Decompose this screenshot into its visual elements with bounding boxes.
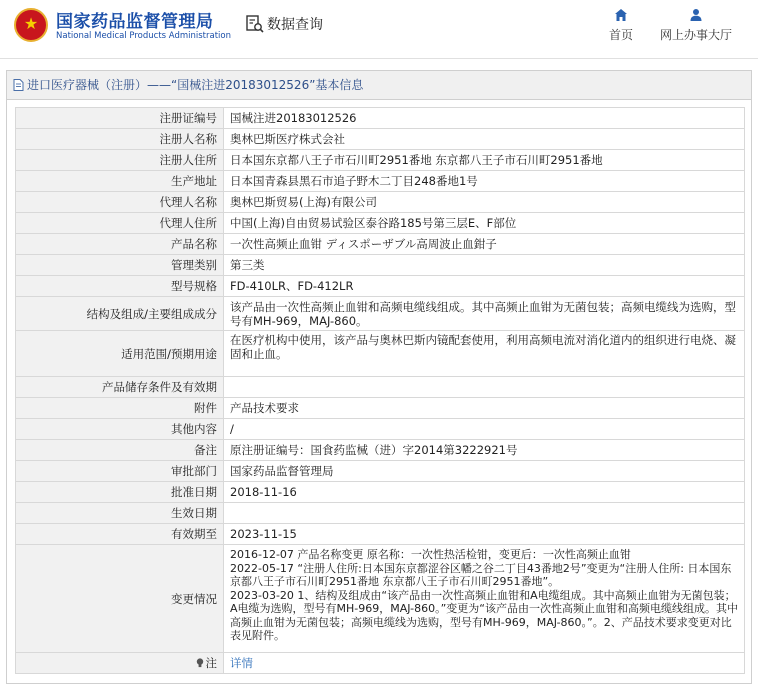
row-value: 第三类 (224, 255, 745, 276)
document-icon (13, 79, 24, 91)
row-value: 奥林巴斯医疗株式会社 (224, 129, 745, 150)
table-row (16, 482, 745, 503)
site-logo-title[interactable]: 国家药品监督管理局 (56, 12, 214, 32)
row-label: 管理类别 (16, 255, 224, 276)
table-row (16, 255, 745, 276)
row-label: 有效期至 (16, 524, 224, 545)
table-row (16, 108, 745, 129)
note-label: 注 (205, 656, 217, 670)
row-value: 国械注进20183012526 (224, 108, 745, 129)
table-row (16, 150, 745, 171)
row-label: 产品名称 (16, 234, 224, 255)
row-value: 产品技术要求 (224, 398, 745, 419)
table-row (16, 276, 745, 297)
note-label-cell (16, 653, 224, 674)
note-value (224, 653, 745, 674)
panel-title-text: 进口医疗器械（注册）——“国械注进20183012526”基本信息 (27, 78, 364, 92)
table-row (16, 331, 745, 377)
row-label: 生效日期 (16, 503, 224, 524)
change-entry: 2016-12-07 产品名称变更 原名称：一次性热活检钳，变更后：一次性高频止血钳 (230, 548, 631, 561)
row-label: 生产地址 (16, 171, 224, 192)
row-label: 型号规格 (16, 276, 224, 297)
table-row (16, 129, 745, 150)
table-row (16, 419, 745, 440)
row-value: 一次性高频止血钳 ディスポーザブル高周波止血鉗子 (224, 234, 745, 255)
data-query-label: 数据查询 (267, 17, 323, 33)
detail-table (15, 107, 745, 674)
row-label: 注册证编号 (16, 108, 224, 129)
row-label: 其他内容 (16, 419, 224, 440)
data-query-link[interactable] (246, 14, 323, 34)
nav-home[interactable] (606, 8, 636, 43)
table-row (16, 461, 745, 482)
change-entry: 2022-05-17 “注册人住所:日本国东京都涩谷区幡之谷二丁目43番地2号”变更为“注册人住所: 日本国东京都八王子市石川町2951番地 东京都八王子市石川町2951番地”。 (230, 561, 732, 588)
row-label: 审批部门 (16, 461, 224, 482)
row-value: 2023-11-15 (224, 524, 745, 545)
row-label: 结构及组成/主要组成成分 (16, 297, 224, 331)
row-value: 原注册证编号：国食药监械（进）字2014第3222921号 (224, 440, 745, 461)
table-row (16, 192, 745, 213)
change-value (224, 545, 745, 653)
table-row (16, 377, 745, 398)
row-label: 适用范围/预期用途 (16, 331, 224, 377)
row-value: 奥林巴斯贸易(上海)有限公司 (224, 192, 745, 213)
lightbulb-icon (196, 658, 204, 668)
table-row (16, 213, 745, 234)
table-row (16, 545, 745, 653)
panel-title (7, 71, 751, 100)
row-value: / (224, 419, 745, 440)
table-row (16, 503, 745, 524)
row-label: 批准日期 (16, 482, 224, 503)
header-divider (0, 58, 758, 59)
row-value (224, 503, 745, 524)
row-label: 备注 (16, 440, 224, 461)
change-entry: 2023-03-20 1、结构及组成由“该产品由一次性高频止血钳和A电缆组成。其中高频止血钳为无菌包装；A电缆为选购，型号有MH-969，MAJ-860。”变更为“该产品由一次性高频止血钳和高频电缆线组成。其中高频止血钳为无菌包装；高频电缆线为选购，型号有MH-969，MAJ-860。”。2、产品技术要求变更对比表见附件。 (230, 588, 738, 642)
row-label: 注册人住所 (16, 150, 224, 171)
table-row (16, 440, 745, 461)
site-header (0, 0, 758, 58)
change-label: 变更情况 (16, 545, 224, 653)
row-value: 该产品由一次性高频止血钳和高频电缆线组成。其中高频止血钳为无菌包装；高频电缆线为选购，型号有MH-969，MAJ-860。 (224, 297, 745, 331)
row-label: 代理人住所 (16, 213, 224, 234)
table-row (16, 171, 745, 192)
row-value: 日本国青森县黑石市追子野木二丁目248番地1号 (224, 171, 745, 192)
row-value: 国家药品监督管理局 (224, 461, 745, 482)
row-value: 中国(上海)自由贸易试验区泰谷路185号第三层E、F部位 (224, 213, 745, 234)
nav-home-label: 首页 (608, 28, 633, 42)
table-row (16, 398, 745, 419)
row-value: FD-410LR、FD-412LR (224, 276, 745, 297)
table-row (16, 234, 745, 255)
table-row (16, 653, 745, 674)
row-value: 日本国东京都八王子市石川町2951番地 东京都八王子市石川町2951番地 (224, 150, 745, 171)
row-label: 代理人名称 (16, 192, 224, 213)
row-label: 产品储存条件及有效期 (16, 377, 224, 398)
home-icon (614, 8, 628, 22)
row-label: 注册人名称 (16, 129, 224, 150)
nav-office-label: 网上办事大厅 (659, 28, 732, 42)
row-value: 2018-11-16 (224, 482, 745, 503)
row-value (224, 377, 745, 398)
detail-panel (6, 70, 752, 684)
nmpa-emblem-icon[interactable] (14, 8, 48, 42)
user-icon (689, 8, 703, 22)
row-label: 附件 (16, 398, 224, 419)
row-value: 在医疗机构中使用，该产品与奥林巴斯内镜配套使用，利用高频电流对消化道内的组织进行电烧、凝固和止血。 (224, 331, 745, 377)
details-link[interactable]: 详情 (230, 656, 253, 670)
site-logo-subtitle: National Medical Products Administration (56, 31, 231, 41)
nav-online-office[interactable] (656, 8, 736, 43)
data-query-icon (246, 15, 264, 33)
table-row (16, 297, 745, 331)
table-row (16, 524, 745, 545)
